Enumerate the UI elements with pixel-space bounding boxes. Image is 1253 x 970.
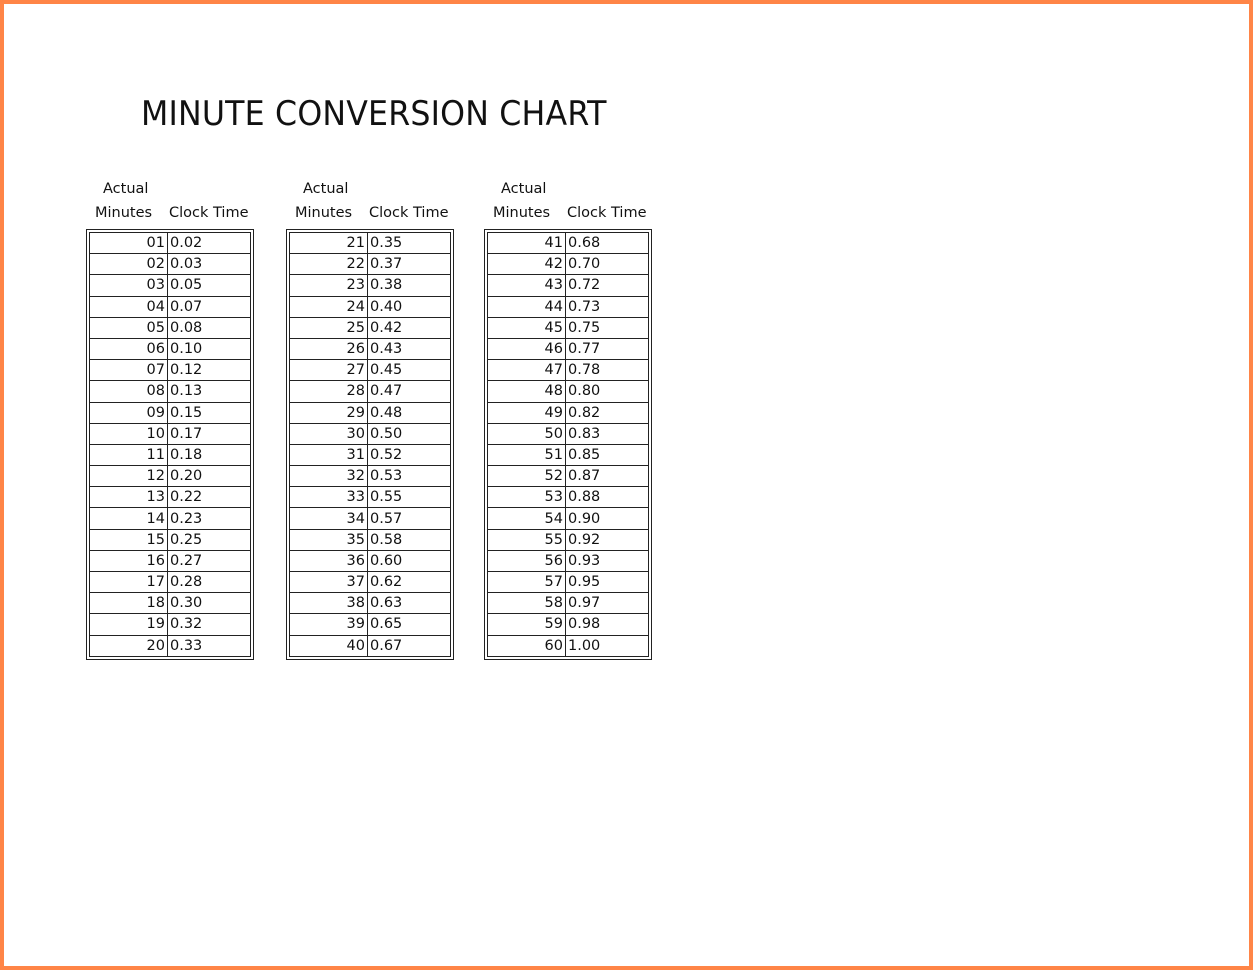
actual-minutes-cell: 37 [290,572,368,593]
actual-minutes-cell: 38 [290,593,368,614]
table-row [90,614,251,635]
actual-minutes-cell: 49 [488,402,566,423]
actual-minutes-cell: 13 [90,487,168,508]
clock-time-cell: 0.98 [566,614,649,635]
actual-minutes-cell: 12 [90,466,168,487]
clock-time-cell: 0.88 [566,487,649,508]
conversion-table-block-1 [86,178,256,654]
clock-time-cell: 0.97 [566,593,649,614]
clock-time-cell: 0.02 [168,233,251,254]
table-row [90,254,251,275]
actual-minutes-cell: 22 [290,254,368,275]
clock-time-cell: 0.08 [168,317,251,338]
actual-minutes-cell: 11 [90,444,168,465]
table-row [488,296,649,317]
actual-minutes-cell: 27 [290,360,368,381]
clock-time-cell: 0.90 [566,508,649,529]
header-minutes: Minutes [95,205,153,221]
actual-minutes-cell: 08 [90,381,168,402]
clock-time-cell: 0.43 [368,338,451,359]
clock-time-cell: 0.93 [566,550,649,571]
table-row [290,444,451,465]
actual-minutes-cell: 34 [290,508,368,529]
actual-minutes-cell: 36 [290,550,368,571]
actual-minutes-cell: 54 [488,508,566,529]
conversion-table [289,232,451,657]
clock-time-cell: 0.47 [368,381,451,402]
table-row [90,317,251,338]
table-row [290,529,451,550]
actual-minutes-cell: 46 [488,338,566,359]
table-row [290,233,451,254]
actual-minutes-cell: 53 [488,487,566,508]
clock-time-cell: 0.78 [566,360,649,381]
actual-minutes-cell: 03 [90,275,168,296]
clock-time-cell: 0.45 [368,360,451,381]
actual-minutes-cell: 20 [90,635,168,656]
table-header [286,178,456,230]
actual-minutes-cell: 52 [488,466,566,487]
actual-minutes-cell: 42 [488,254,566,275]
actual-minutes-cell: 31 [290,444,368,465]
table-row [90,635,251,656]
actual-minutes-cell: 26 [290,338,368,359]
actual-minutes-cell: 04 [90,296,168,317]
table-row [90,487,251,508]
actual-minutes-cell: 10 [90,423,168,444]
actual-minutes-cell: 41 [488,233,566,254]
clock-time-cell: 0.33 [168,635,251,656]
clock-time-cell: 0.73 [566,296,649,317]
table-row [290,593,451,614]
table-row [290,635,451,656]
table-row [488,550,649,571]
clock-time-cell: 0.10 [168,338,251,359]
table-row [488,423,649,444]
clock-time-cell: 0.07 [168,296,251,317]
actual-minutes-cell: 45 [488,317,566,338]
table-row [290,275,451,296]
actual-minutes-cell: 56 [488,550,566,571]
table-header [484,178,654,230]
table-row [90,423,251,444]
table-row [90,550,251,571]
header-actual: Actual [103,181,149,197]
actual-minutes-cell: 30 [290,423,368,444]
clock-time-cell: 0.52 [368,444,451,465]
table-row [488,444,649,465]
clock-time-cell: 0.67 [368,635,451,656]
actual-minutes-cell: 44 [488,296,566,317]
header-actual: Actual [501,181,547,197]
table-row [290,381,451,402]
actual-minutes-cell: 07 [90,360,168,381]
clock-time-cell: 0.42 [368,317,451,338]
table-row [488,614,649,635]
clock-time-cell: 0.32 [168,614,251,635]
actual-minutes-cell: 09 [90,402,168,423]
actual-minutes-cell: 35 [290,529,368,550]
clock-time-cell: 0.28 [168,572,251,593]
clock-time-cell: 1.00 [566,635,649,656]
clock-time-cell: 0.15 [168,402,251,423]
table-header [86,178,256,230]
clock-time-cell: 0.68 [566,233,649,254]
actual-minutes-cell: 51 [488,444,566,465]
header-minutes: Minutes [295,205,353,221]
conversion-table-frame [484,229,652,660]
clock-time-cell: 0.40 [368,296,451,317]
actual-minutes-cell: 19 [90,614,168,635]
table-row [488,317,649,338]
actual-minutes-cell: 18 [90,593,168,614]
clock-time-cell: 0.35 [368,233,451,254]
table-row [90,402,251,423]
clock-time-cell: 0.12 [168,360,251,381]
actual-minutes-cell: 16 [90,550,168,571]
table-row [90,338,251,359]
table-row [290,317,451,338]
actual-minutes-cell: 58 [488,593,566,614]
clock-time-cell: 0.27 [168,550,251,571]
table-row [290,614,451,635]
clock-time-cell: 0.13 [168,381,251,402]
clock-time-cell: 0.65 [368,614,451,635]
table-row [488,572,649,593]
header-actual: Actual [303,181,349,197]
actual-minutes-cell: 60 [488,635,566,656]
actual-minutes-cell: 32 [290,466,368,487]
conversion-table-frame [86,229,254,660]
clock-time-cell: 0.80 [566,381,649,402]
clock-time-cell: 0.23 [168,508,251,529]
clock-time-cell: 0.92 [566,529,649,550]
conversion-table-block-2 [286,178,456,654]
table-row [290,466,451,487]
clock-time-cell: 0.18 [168,444,251,465]
actual-minutes-cell: 23 [290,275,368,296]
header-clock-time: Clock Time [169,205,249,221]
actual-minutes-cell: 21 [290,233,368,254]
table-row [90,593,251,614]
clock-time-cell: 0.72 [566,275,649,296]
table-row [290,254,451,275]
clock-time-cell: 0.62 [368,572,451,593]
actual-minutes-cell: 29 [290,402,368,423]
header-clock-time: Clock Time [369,205,449,221]
clock-time-cell: 0.77 [566,338,649,359]
actual-minutes-cell: 05 [90,317,168,338]
table-row [90,529,251,550]
actual-minutes-cell: 43 [488,275,566,296]
table-row [90,233,251,254]
actual-minutes-cell: 57 [488,572,566,593]
clock-time-cell: 0.87 [566,466,649,487]
clock-time-cell: 0.53 [368,466,451,487]
table-row [290,360,451,381]
clock-time-cell: 0.57 [368,508,451,529]
table-row [290,487,451,508]
actual-minutes-cell: 47 [488,360,566,381]
clock-time-cell: 0.50 [368,423,451,444]
table-row [488,338,649,359]
table-row [290,550,451,571]
clock-time-cell: 0.17 [168,423,251,444]
actual-minutes-cell: 01 [90,233,168,254]
table-row [290,508,451,529]
table-row [290,572,451,593]
table-row [488,529,649,550]
clock-time-cell: 0.70 [566,254,649,275]
header-minutes: Minutes [493,205,551,221]
table-row [90,508,251,529]
clock-time-cell: 0.22 [168,487,251,508]
conversion-table-frame [286,229,454,660]
conversion-table [487,232,649,657]
table-row [488,402,649,423]
page-title: MINUTE CONVERSION CHART [141,94,607,134]
clock-time-cell: 0.83 [566,423,649,444]
clock-time-cell: 0.20 [168,466,251,487]
table-row [290,423,451,444]
table-row [488,593,649,614]
conversion-table [89,232,251,657]
clock-time-cell: 0.48 [368,402,451,423]
clock-time-cell: 0.37 [368,254,451,275]
clock-time-cell: 0.58 [368,529,451,550]
actual-minutes-cell: 33 [290,487,368,508]
clock-time-cell: 0.60 [368,550,451,571]
clock-time-cell: 0.55 [368,487,451,508]
actual-minutes-cell: 50 [488,423,566,444]
table-row [488,466,649,487]
clock-time-cell: 0.25 [168,529,251,550]
table-row [488,275,649,296]
table-row [90,296,251,317]
table-row [488,254,649,275]
actual-minutes-cell: 40 [290,635,368,656]
actual-minutes-cell: 02 [90,254,168,275]
table-row [488,360,649,381]
actual-minutes-cell: 55 [488,529,566,550]
actual-minutes-cell: 06 [90,338,168,359]
table-row [290,296,451,317]
table-row [290,338,451,359]
actual-minutes-cell: 28 [290,381,368,402]
clock-time-cell: 0.30 [168,593,251,614]
actual-minutes-cell: 39 [290,614,368,635]
conversion-table-block-3 [484,178,654,654]
clock-time-cell: 0.82 [566,402,649,423]
table-row [90,444,251,465]
actual-minutes-cell: 59 [488,614,566,635]
actual-minutes-cell: 14 [90,508,168,529]
actual-minutes-cell: 15 [90,529,168,550]
clock-time-cell: 0.03 [168,254,251,275]
actual-minutes-cell: 25 [290,317,368,338]
table-row [90,275,251,296]
clock-time-cell: 0.85 [566,444,649,465]
actual-minutes-cell: 17 [90,572,168,593]
clock-time-cell: 0.75 [566,317,649,338]
table-row [488,233,649,254]
clock-time-cell: 0.63 [368,593,451,614]
table-row [488,508,649,529]
table-row [488,635,649,656]
table-row [290,402,451,423]
table-row [90,381,251,402]
table-row [488,487,649,508]
table-row [90,572,251,593]
clock-time-cell: 0.38 [368,275,451,296]
clock-time-cell: 0.95 [566,572,649,593]
header-clock-time: Clock Time [567,205,647,221]
actual-minutes-cell: 48 [488,381,566,402]
actual-minutes-cell: 24 [290,296,368,317]
table-row [488,381,649,402]
clock-time-cell: 0.05 [168,275,251,296]
table-row [90,466,251,487]
table-row [90,360,251,381]
